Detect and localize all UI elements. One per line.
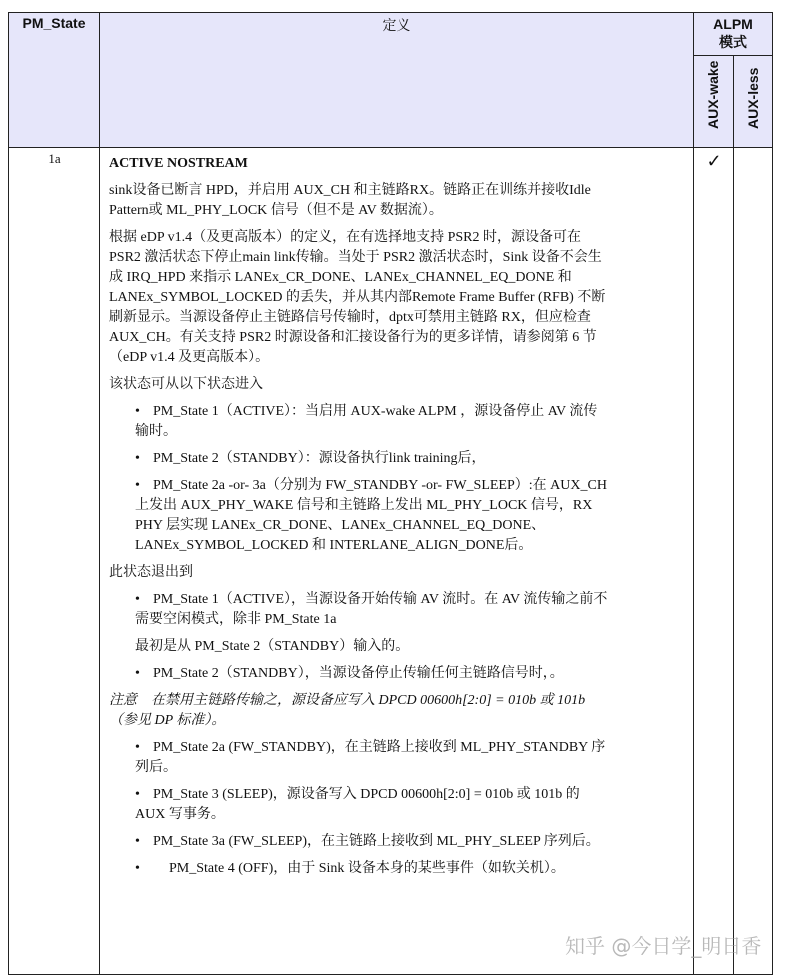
- list-item: • PM_State 2a -or- 3a（分别为 FW_STANDBY -or- FW_SLEEP）:在 AUX_CH 上发出 AUX_PHY_WAKE 信号和主链路上发出 ML_PHY_LOCK 信号，RX PHY 层实现 LANEx_CR_DONE、LANEx_CHANNEL_EQ_DONE、LANEx_SYMBOL_LOCKED 和 INTERLANE_ALIGN_DONE后。: [135, 478, 607, 553]
- enter-heading: 该状态可从以下状态进入: [109, 377, 263, 392]
- list-item: • PM_State 1（ACTIVE），当源设备开始传输 AV 流时。在 AV 流传输之前不需要空闲模式，除非 PM_State 1a: [135, 592, 608, 627]
- watermark: 知乎 @今日学_明日香: [565, 934, 762, 958]
- note: 注意 在禁用主链路传输之，源设备应写入 DPCD 00600h[2:0] = 010b 或 101b（参见 DP 标准）。: [109, 693, 586, 728]
- paragraph-2: 根据 eDP v1.4（及更高版本）的定义，在有选择地支持 PSR2 时，源设备可在 PSR2 激活状态下停止main link传输。当处于 PSR2 激活状态时，Sink 设备不会生成 IRQ_HPD 来指示 LANEx_CR_DONE、LANEx_CHANNEL_EQ_DONE 和 LANEx_SYMBOL_LOCKED 的丢失，并从其内部Remote Frame Buffer (RFB) 不断刷新显示。当源设备停止主链路信号传输时，dptx可禁用主链路 RX，但应检查 AUX_CH。有关支持 PSR2 时源设备和汇接设备行为的更多详情，请参阅第 6 节（eDP v1.4 及更高版本）。: [109, 230, 606, 365]
- header-aux-less: AUX-less: [745, 67, 761, 129]
- aux-wake-check-icon: ✓: [706, 151, 722, 171]
- exit-heading: 此状态退出到: [109, 565, 193, 580]
- paragraph-1: sink设备已断言 HPD，并启用 AUX_CH 和主链路RX。链路正在训练并接收Idle Pattern或 ML_PHY_LOCK 信号（但不是 AV 数据流）。: [109, 183, 591, 218]
- header-alpm-mode: ALPM 模式: [713, 16, 753, 50]
- list-item: • PM_State 2a (FW_STANDBY)，在主链路上接收到 ML_PHY_STANDBY 序列后。: [135, 740, 606, 775]
- header-aux-wake: AUX-wake: [705, 60, 721, 129]
- list-item-continued: 最初是从 PM_State 2（STANDBY）输入的。: [135, 639, 410, 654]
- list-item: • PM_State 1（ACTIVE）：当启用 AUX-wake ALPM ，源设备停止 AV 流传输时。: [135, 404, 598, 439]
- header-pm-state: PM_State: [22, 15, 86, 31]
- list-item: • PM_State 2（STANDBY）：源设备执行link training后，: [135, 451, 486, 466]
- pm-state-table: [8, 12, 773, 975]
- state-title: ACTIVE NOSTREAM: [109, 156, 248, 171]
- list-item: • PM_State 3 (SLEEP)，源设备写入 DPCD 00600h[2:0] = 010b 或 101b 的 AUX 写事务。: [135, 787, 580, 822]
- list-item: • PM_State 2（STANDBY），当源设备停止传输任何主链路信号时，。: [135, 666, 564, 681]
- definition-cell: [109, 154, 609, 886]
- list-item: • PM_State 3a (FW_SLEEP)，在主链路上接收到 ML_PHY_SLEEP 序列后。: [135, 834, 600, 849]
- header-definition: 定义: [382, 18, 411, 34]
- list-item: • PM_State 4 (OFF)，由于 Sink 设备本身的某些事件（如软关机）。: [135, 861, 565, 876]
- state-id: 1a: [48, 151, 61, 166]
